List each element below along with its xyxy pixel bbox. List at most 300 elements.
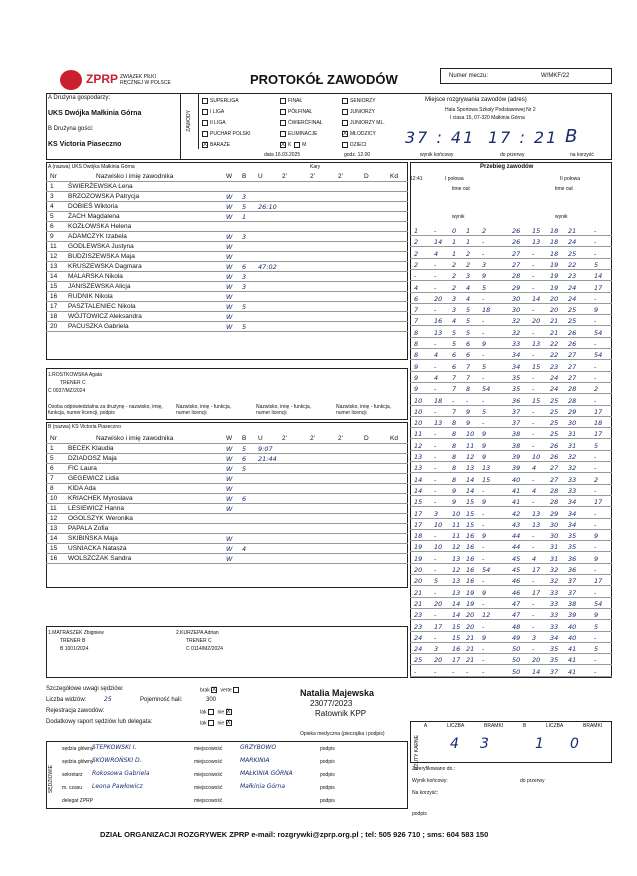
score-col-label-2: wynik [555, 214, 568, 220]
player-b: 6 [242, 495, 247, 503]
progress-cell: 35 [512, 385, 521, 394]
progress-cell: - [482, 351, 485, 360]
referee-name: SKOWROŃSKI D. [92, 757, 142, 764]
team-b-coach2-license: C 0114/MZ/2024 [186, 646, 223, 652]
progress-cell: - [482, 543, 485, 552]
progress-cell: - [414, 272, 417, 281]
progress-cell: 3 [532, 633, 537, 642]
progress-cell: 12 [482, 611, 491, 620]
player-w: W [226, 485, 233, 493]
player-name: PAPALA Zofia [68, 525, 109, 532]
progress-cell: 12 [414, 441, 423, 450]
player-name: ŻACH Magdalena [68, 213, 120, 220]
progress-cell: - [594, 509, 597, 518]
progress-row [410, 565, 612, 575]
progress-cell: 8 [452, 419, 457, 428]
team-a-sig-label: Osoba odpowiedzialna za drużynę - nazwisko, imię, funkcja, numer licencji, podpis [48, 404, 163, 416]
progress-cell: 9 [594, 532, 599, 541]
progress-cell: - [532, 532, 535, 541]
progress-cell: 14 [452, 611, 461, 620]
progress-cell: 27 [568, 351, 577, 360]
progress-cell: 29 [550, 509, 559, 518]
start-time: 12:41 [410, 176, 423, 182]
progress-cell: 21 [550, 317, 559, 326]
progress-cell: 8 [452, 430, 457, 439]
progress-cell: 2 [594, 475, 599, 484]
team-a-staff-label-3: Nazwisko, imię - funkcja, numer licencji [336, 404, 392, 416]
progress-cell: 13 [414, 453, 423, 461]
player-number: 17 [50, 303, 58, 310]
progress-cell: 25 [568, 306, 577, 315]
progress-cell: 25 [550, 396, 559, 405]
progress-cell: 14 [434, 238, 443, 247]
progress-cell: 20 [550, 294, 559, 303]
progress-cell: 15 [532, 227, 541, 235]
progress-cell: - [434, 283, 437, 292]
progress-cell: 24 [550, 385, 559, 394]
extra-report-options[interactable]: tak nie X [200, 720, 231, 727]
progress-row [410, 350, 612, 360]
progress-cell: 17 [452, 656, 461, 665]
player-w: W [226, 495, 233, 503]
progress-cell: - [434, 588, 437, 597]
progress-cell: 7 [452, 407, 457, 416]
progress-row [410, 418, 612, 428]
progress-cell: 6 [452, 362, 457, 371]
progress-row [410, 339, 612, 349]
progress-cell: 39 [568, 611, 577, 620]
progress-cell: - [594, 396, 597, 405]
progress-cell: - [594, 588, 597, 597]
player-w: W [226, 475, 233, 483]
progress-cell: 39 [512, 453, 521, 461]
progress-cell: - [434, 667, 437, 676]
progress-cell: 27 [550, 464, 559, 473]
progress-cell: - [452, 396, 455, 405]
guest-label: B Drużyna gości: [48, 126, 94, 132]
progress-row [410, 237, 612, 247]
progress-cell: 31 [568, 430, 577, 439]
progress-cell: 20 [550, 306, 559, 315]
progress-cell: - [532, 611, 535, 620]
progress-cell: 13 [532, 238, 541, 247]
league-list: SUPERLIGA I LIGA II LIGA PUCHAR POLSKI X BARAŻE [203, 98, 251, 148]
penalty-a-count: 4 [450, 736, 459, 752]
progress-cell: 12 [466, 453, 475, 461]
registration-options[interactable]: tak nie X [200, 709, 231, 716]
progress-cell: 38 [568, 599, 577, 608]
first-half-label: I połowa [445, 176, 464, 182]
sign-label: podpis [320, 746, 335, 752]
progress-cell: 28 [568, 385, 577, 394]
player-number: 5 [50, 455, 54, 462]
progress-cell: 18 [550, 249, 559, 258]
progress-cell: 35 [550, 645, 559, 654]
player-b: 5 [242, 203, 247, 211]
progress-cell: 19 [466, 588, 475, 597]
team-a-coach-license: C 0037/MZ/2024 [48, 388, 86, 394]
progress-cell: - [594, 227, 597, 235]
player-w: W [226, 233, 233, 241]
progress-cell: 29 [568, 407, 577, 416]
progress-cell: 37 [568, 577, 577, 586]
progress-cell: 44 [512, 543, 521, 552]
player-w: W [226, 273, 233, 281]
progress-row [410, 520, 612, 530]
match-info-box [46, 93, 612, 160]
progress-row [410, 328, 612, 338]
player-name: BUDZISZEWSKA Maja [68, 253, 135, 260]
progress-cell: 17 [414, 520, 423, 529]
progress-cell: - [594, 566, 597, 574]
progress-cell: 4 [434, 373, 439, 382]
progress-cell: 2 [414, 249, 419, 258]
progress-cell: 15 [414, 498, 423, 507]
progress-cell: 21 [466, 633, 475, 642]
verified-label: Zweryfikowano dn.: [412, 766, 456, 772]
progress-cell: 19 [550, 283, 559, 292]
progress-cell: 8 [414, 351, 419, 360]
match-number-box [440, 68, 612, 84]
progress-cell: 46 [512, 577, 521, 586]
progress-cell: 32 [568, 453, 577, 461]
progress-cell: 37 [568, 588, 577, 597]
progress-cell: - [482, 294, 485, 303]
progress-cell: 19 [550, 260, 559, 269]
progress-cell: - [434, 464, 437, 473]
progress-cell: 21 [414, 588, 423, 597]
extra-report-label: Dodatkowy raport sędziów lub delegata: [46, 719, 153, 725]
player-row [46, 514, 408, 524]
progress-row [410, 554, 612, 564]
progress-cell: 31 [550, 543, 559, 552]
match-number: W/MKF/22 [541, 73, 570, 79]
city-label: miejscowość [194, 772, 223, 778]
progress-cell: 15 [452, 633, 461, 642]
progress-cell: 42 [512, 509, 521, 518]
progress-cell: 21 [466, 656, 475, 665]
progress-cell: - [532, 407, 535, 416]
progress-row [410, 305, 612, 315]
player-number: 5 [50, 213, 54, 220]
progress-cell: 35 [568, 532, 577, 541]
progress-cell: 16 [466, 554, 475, 563]
medical-stamp-role: Ratownik KPP [315, 709, 367, 718]
second-half-label: II połowa [560, 176, 581, 182]
progress-cell: 3 [466, 272, 471, 281]
progress-cell: - [532, 645, 535, 654]
player-w: W [226, 213, 233, 221]
progress-row [410, 633, 612, 643]
progress-cell: - [532, 272, 535, 281]
referee-role: sędzia główny [62, 746, 94, 752]
venue-address: I ciasa 15, 07-320 Małkinia Górna [450, 115, 525, 121]
progress-row [410, 249, 612, 259]
timeout-label-1: time out [452, 186, 470, 192]
player-b: 5 [242, 465, 247, 473]
progress-cell: 3 [434, 509, 439, 518]
progress-cell: 6 [466, 351, 471, 360]
progress-cell: 13 [452, 588, 461, 597]
progress-cell: 5 [452, 340, 457, 348]
progress-cell: 34 [550, 633, 559, 642]
city-label: miejscowość [194, 746, 223, 752]
medical-label: Opieka medyczna (pieczątka i podpis) [300, 731, 385, 737]
progress-cell: - [434, 611, 437, 620]
referee-role: m. czasu [62, 785, 83, 791]
player-name: WOLSZCZAK Sandra [68, 555, 132, 562]
progress-row [410, 463, 612, 473]
referee-name: STEPKOWSKI I. [92, 744, 137, 751]
player-b: 3 [242, 273, 247, 281]
progress-cell: - [594, 453, 597, 461]
progress-cell: - [434, 532, 437, 541]
player-number: 16 [50, 555, 58, 562]
progress-cell: - [532, 543, 535, 552]
venue-label: Miejsce rozgrywania zawodów (adres) [425, 97, 527, 103]
progress-cell: 10 [466, 430, 475, 439]
progress-cell: 41 [512, 486, 521, 495]
progress-cell: 37 [550, 667, 559, 676]
progress-row [410, 283, 612, 293]
remarks-options[interactable]: brak X verte [200, 687, 241, 693]
progress-cell: 25 [550, 407, 559, 416]
timeout-label-2: time out [555, 186, 573, 192]
progress-cell: 2 [414, 260, 419, 269]
progress-cell: 6 [452, 351, 457, 360]
progress-cell: - [482, 622, 485, 631]
progress-cell: 34 [568, 498, 577, 507]
progress-cell: 27 [512, 260, 521, 269]
player-row [46, 252, 408, 262]
zawody-label: ZAWODY [186, 110, 192, 132]
progress-cell: 40 [512, 475, 521, 484]
progress-cell: 9 [482, 340, 487, 348]
progress-cell: - [532, 599, 535, 608]
progress-cell: 24 [568, 294, 577, 303]
player-b: 6 [242, 263, 247, 271]
progress-cell: 13 [434, 328, 443, 337]
progress-cell: 4 [466, 294, 471, 303]
progress-cell: - [594, 294, 597, 303]
team-b-coach-role: TRENER B [60, 638, 86, 644]
progress-cell: 16 [466, 543, 475, 552]
progress-cell: 3 [434, 645, 439, 654]
progress-cell: 33 [550, 622, 559, 631]
progress-cell: - [532, 373, 535, 382]
progress-cell: 32 [512, 317, 521, 326]
progress-cell: - [434, 407, 437, 416]
player-b: 5 [242, 445, 247, 453]
progress-row [410, 316, 612, 326]
player-number: 14 [50, 273, 58, 280]
progress-cell: - [594, 464, 597, 473]
progress-cell: 21 [414, 599, 423, 608]
progress-cell: 17 [434, 622, 443, 631]
progress-cell: 28 [568, 396, 577, 405]
progress-cell: 7 [466, 362, 471, 371]
player-number: 1 [50, 445, 54, 452]
player-w: W [226, 313, 233, 321]
player-name: GEGEWICZ Lidia [68, 475, 119, 482]
winner-team: B [565, 126, 578, 147]
player-name: RUDNIK Nikola [68, 293, 113, 300]
progress-cell: 15 [532, 362, 541, 371]
progress-cell: 48 [512, 622, 521, 631]
progress-cell: 26 [550, 453, 559, 461]
progress-cell: - [532, 385, 535, 394]
progress-cell: - [532, 498, 535, 507]
progress-cell: 4 [414, 283, 419, 292]
progress-cell: 22 [550, 351, 559, 360]
progress-cell: - [532, 260, 535, 269]
player-name: KOZŁOWSKA Helena [68, 223, 132, 230]
progress-cell: 20 [532, 317, 541, 326]
footer-contact: DZIAŁ ORGANIZACJI ROZGRYWEK ZPRP e-mail: rozgrywki@zprp.org.pl ; tel: 505 926 710 ; sms: 604 583 150 [100, 830, 489, 839]
halftime-score: 17 : 21 [488, 128, 559, 147]
progress-cell: 54 [482, 385, 491, 394]
player-u: 47:02 [258, 263, 277, 271]
progress-cell: - [532, 419, 535, 428]
progress-cell: 9 [482, 588, 487, 597]
team-a-coach-role: TRENER C [60, 380, 86, 386]
progress-cell: 47 [512, 599, 521, 608]
progress-cell: - [434, 475, 437, 484]
progress-cell: - [594, 656, 597, 665]
progress-cell: 38 [512, 441, 521, 450]
progress-cell: 14 [414, 486, 423, 495]
progress-cell: 14 [532, 667, 541, 676]
team-b-title: B (nazwa) KS Victoria Piaseczno [48, 424, 121, 430]
progress-row [410, 588, 612, 598]
player-row [46, 222, 408, 232]
player-name: KIDA Ada [68, 485, 96, 492]
progress-cell: 9 [482, 633, 487, 642]
progress-cell: 4 [532, 464, 537, 473]
player-name: PACUSZKA Gabriela [68, 323, 129, 330]
progress-cell: - [482, 396, 485, 405]
progress-row [410, 271, 612, 281]
progress-cell: 32 [512, 328, 521, 337]
progress-cell: 34 [512, 362, 521, 371]
progress-cell: - [594, 486, 597, 495]
progress-cell: 9 [594, 554, 599, 563]
progress-cell: 27 [568, 373, 577, 382]
player-u: 26:10 [258, 203, 277, 211]
player-number: 15 [50, 283, 58, 290]
progress-cell: - [482, 554, 485, 563]
progress-cell: 18 [482, 306, 491, 315]
progress-cell: 23 [550, 362, 559, 371]
player-number: 18 [50, 313, 58, 320]
progress-cell: 13 [532, 340, 541, 348]
player-row [46, 534, 408, 544]
progress-cell: 27 [512, 249, 521, 258]
progress-cell: 17 [594, 283, 603, 292]
progress-cell: - [452, 667, 455, 676]
progress-row [410, 373, 612, 383]
page-title: PROTOKÓŁ ZAWODÓW [250, 72, 398, 87]
progress-cell: 9 [482, 430, 487, 439]
penalty-b-goals: 0 [570, 736, 579, 752]
player-w: W [226, 545, 233, 553]
progress-cell: 10 [452, 509, 461, 518]
progress-cell: - [532, 306, 535, 315]
referee-role: sekretarz [62, 772, 83, 778]
progress-cell: - [482, 656, 485, 665]
referee-name: Rokosowa Gabriela [92, 770, 150, 777]
org-full: ZWIĄZEK PIŁKI RĘCZNEJ W POLSCE [120, 74, 171, 86]
progress-cell: 4 [452, 317, 457, 326]
progress-cell: 26 [568, 340, 577, 348]
progress-cell: 34 [568, 509, 577, 518]
team-b-coach: 1.MATRASZEK Zbigniew [48, 630, 104, 636]
progress-cell: 8 [452, 464, 457, 473]
team-a-staff-label-1: Nazwisko, imię - funkcja, numer licencji [176, 404, 232, 416]
player-w: W [226, 445, 233, 453]
progress-cell: 9 [414, 362, 419, 371]
player-number: 13 [50, 263, 58, 270]
player-number: 11 [50, 505, 57, 512]
progress-cell: 34 [512, 351, 521, 360]
progress-cell: 5 [482, 407, 487, 416]
progress-cell: 9 [466, 407, 471, 416]
player-number: 15 [50, 545, 58, 552]
progress-cell: 9 [414, 373, 419, 382]
progress-cell: 28 [512, 272, 521, 281]
host-team: UKS Dwójka Małkinia Górna [48, 110, 142, 117]
player-row [46, 322, 408, 332]
progress-cell: 45 [512, 554, 521, 563]
category-list: SENIORZY JUNIORZY JUNIORZY ML. X MŁODZICY DZIECI [343, 98, 385, 148]
progress-cell: - [594, 633, 597, 642]
progress-cell: 36 [512, 396, 521, 405]
progress-cell: 2 [452, 272, 457, 281]
progress-cell: 21 [550, 328, 559, 337]
progress-cell: 0 [452, 227, 457, 235]
match-time: godz. 12.00 [344, 152, 371, 158]
progress-cell: 15 [532, 396, 541, 405]
final-score-label: wynik końcowy [420, 152, 454, 158]
player-w: W [226, 283, 233, 291]
progress-cell: 7 [414, 317, 419, 326]
player-w: W [226, 455, 233, 463]
progress-cell: - [532, 283, 535, 292]
progress-row [410, 475, 612, 485]
referee-city: GRZYBOWO [240, 744, 277, 751]
progress-cell: 7 [414, 306, 419, 315]
progress-cell: 14 [452, 599, 461, 608]
progress-cell: 5 [466, 317, 471, 326]
progress-cell: 5 [594, 645, 599, 654]
progress-cell: - [482, 328, 485, 337]
progress-cell: 14 [594, 272, 603, 281]
progress-cell: 50 [512, 645, 521, 654]
progress-cell: 54 [594, 599, 603, 608]
progress-cell: 25 [550, 419, 559, 428]
player-number: 20 [50, 323, 58, 330]
progress-cell: 50 [512, 656, 521, 665]
progress-cell: 37 [512, 407, 521, 416]
progress-cell: 20 [532, 656, 541, 665]
progress-cell: 30 [512, 306, 521, 315]
progress-cell: 9 [482, 272, 487, 281]
team-b-header: Nr Nazwisko i imię zawodnika W B U 2' 2' 2' D Kd [46, 434, 408, 444]
progress-cell: 17 [532, 588, 541, 597]
progress-cell: 33 [550, 611, 559, 620]
progress-cell: 40 [568, 622, 577, 631]
progress-cell: 13 [532, 509, 541, 518]
